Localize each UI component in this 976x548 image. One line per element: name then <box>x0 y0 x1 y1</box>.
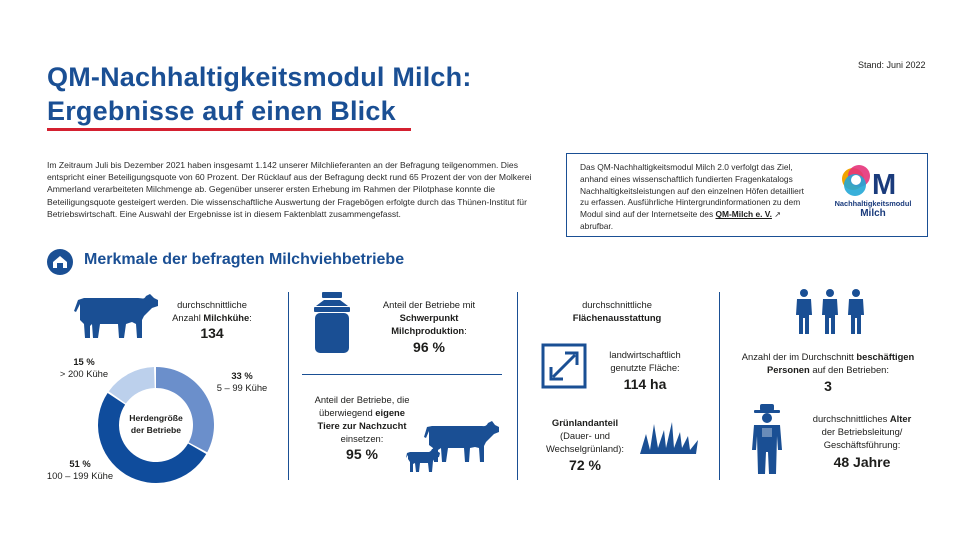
title-line-2: Ergebnisse auf einen Blick <box>47 96 396 126</box>
legend-5-99 <box>212 370 272 394</box>
cows-value: 134 <box>200 325 224 341</box>
donut-center-line-2: der Betriebe <box>130 425 182 435</box>
area-line-2: genutzte Fläche: <box>610 362 680 373</box>
grass-line-2: (Dauer- und <box>559 430 611 441</box>
grass-line-3: Wechselgrünland): <box>546 443 624 454</box>
stand-date: Stand: Juni 2022 <box>858 60 926 70</box>
employees-label <box>726 350 930 376</box>
divider-3 <box>719 292 720 480</box>
donut-center-label <box>116 412 196 436</box>
grass-icon <box>638 420 702 461</box>
age-value: 48 Jahre <box>833 454 891 470</box>
milk-line-3: Milchproduktion: <box>391 325 467 336</box>
milk-can-icon <box>310 290 354 361</box>
donut-center-line-1: Herdengröße <box>129 413 183 423</box>
farmer-icon <box>748 404 786 481</box>
area-head-1: durchschnittliche <box>582 299 652 310</box>
intro-paragraph: Im Zeitraum Juli bis Dezember 2021 haben insgesamt 1.142 unserer Milchlieferanten an der Befragung teilgenommen. Dies entspricht einer Beteiligungsquote von 60 Prozent. Der Rücklauf aus der Befragung deckt rund 65 Prozent der von der Molkerei Ammerland verarbeiteten Milchmenge ab. Gegenüber unserer ersten Erhebung im Rahmen der Pilotphase konnte die Beteiligungsquote gesteigert werden. Die wissenschaftliche Auswertung der Fragebögen erfolgte durch das Thünen-Institut für Betriebswirtschaft. Eine Auswahl der Ergebnisse ist in diesem Faktenblatt zusammengefasst. <box>47 160 532 219</box>
logo-line-2: Milch <box>860 208 886 219</box>
qm-logo <box>833 163 913 225</box>
grass-label <box>530 416 640 455</box>
divider-1 <box>288 292 289 480</box>
milk-label <box>362 298 496 337</box>
pct-5-99: 33 % <box>231 370 253 381</box>
cows-label-1: durchschnittliche <box>177 299 247 310</box>
farm-house-icon <box>47 249 73 275</box>
people-icon <box>793 288 867 341</box>
age-line-1: durchschnittliches Alter <box>812 413 912 424</box>
title-underline <box>47 128 411 131</box>
area-label <box>592 348 698 374</box>
logo-line-1: Nachhaltigkeitsmodul <box>834 199 912 208</box>
page-title <box>47 60 472 128</box>
label-5-99: 5 – 99 Kühe <box>216 382 268 393</box>
info-box-text <box>580 162 805 233</box>
age-line-2: der Betriebsleitung/ <box>821 426 903 437</box>
youngstock-line-4: einsetzen: <box>340 433 384 444</box>
donut-segment-5-99 <box>156 367 214 452</box>
area-value: 114 ha <box>623 376 667 392</box>
cows-label <box>156 298 268 324</box>
divider-2 <box>517 292 518 480</box>
pct-100-199: 51 % <box>69 458 91 469</box>
employees-value: 3 <box>824 378 832 394</box>
title-line-1: QM-Nachhaltigkeitsmodul Milch: <box>47 62 472 92</box>
calf-icon <box>406 446 440 479</box>
employees-line-1: Anzahl der im Durchschnitt beschäftigen <box>741 351 915 362</box>
pct-over-200: 15 % <box>73 356 95 367</box>
milk-line-1: Anteil der Betriebe mit <box>382 299 476 310</box>
info-suffix: abrufbar. <box>580 220 614 231</box>
employees-line-2: Personen auf den Betrieben: <box>767 364 889 375</box>
grass-value: 72 % <box>569 457 601 473</box>
area-line-1: landwirtschaftlich <box>609 349 681 360</box>
expand-area-icon <box>541 343 587 394</box>
cows-label-2: Anzahl Milchkühe: <box>172 312 252 323</box>
youngstock-label <box>296 393 428 445</box>
donut-segment-over-200 <box>109 367 155 404</box>
label-over-200: > 200 Kühe <box>59 368 109 379</box>
age-label <box>796 412 928 451</box>
legend-100-199 <box>44 458 116 482</box>
milk-value: 96 % <box>413 339 445 355</box>
divider-horizontal <box>302 374 502 375</box>
legend-over-200 <box>58 356 110 380</box>
external-link-icon: ↗ <box>774 210 781 220</box>
area-head-2: Flächenausstattung <box>572 312 662 323</box>
label-100-199: 100 – 199 Kühe <box>46 470 114 481</box>
section-title: Merkmale der befragten Milchviehbetriebe <box>84 251 405 268</box>
youngstock-line-2: überwiegend eigene <box>319 407 405 418</box>
youngstock-value: 95 % <box>346 446 378 462</box>
grass-line-1: Grünlandanteil <box>551 417 619 428</box>
youngstock-line-1: Anteil der Betriebe, die <box>314 394 410 405</box>
youngstock-line-3: Tiere zur Nachzucht <box>317 420 407 431</box>
info-text: Das QM-Nachhaltigkeitsmodul Milch 2.0 verfolgt das Ziel, anhand eines wissenschaftlich fundierten Fragenkatalogs Nachhaltigkeitsleistungen auf den einzelnen Höfen detailliert zu erfassen. Ausführliche Hintergrundinformationen zu dem Modul sind auf der Internetseite des <box>580 162 804 220</box>
logo-m: M <box>872 169 897 201</box>
age-line-3: Geschäftsführung: <box>823 439 901 450</box>
milk-line-2: Schwerpunkt <box>399 312 459 323</box>
area-heading <box>542 298 692 324</box>
qm-milch-link[interactable]: QM-Milch e. V. <box>715 209 772 220</box>
cow-icon <box>74 290 160 347</box>
